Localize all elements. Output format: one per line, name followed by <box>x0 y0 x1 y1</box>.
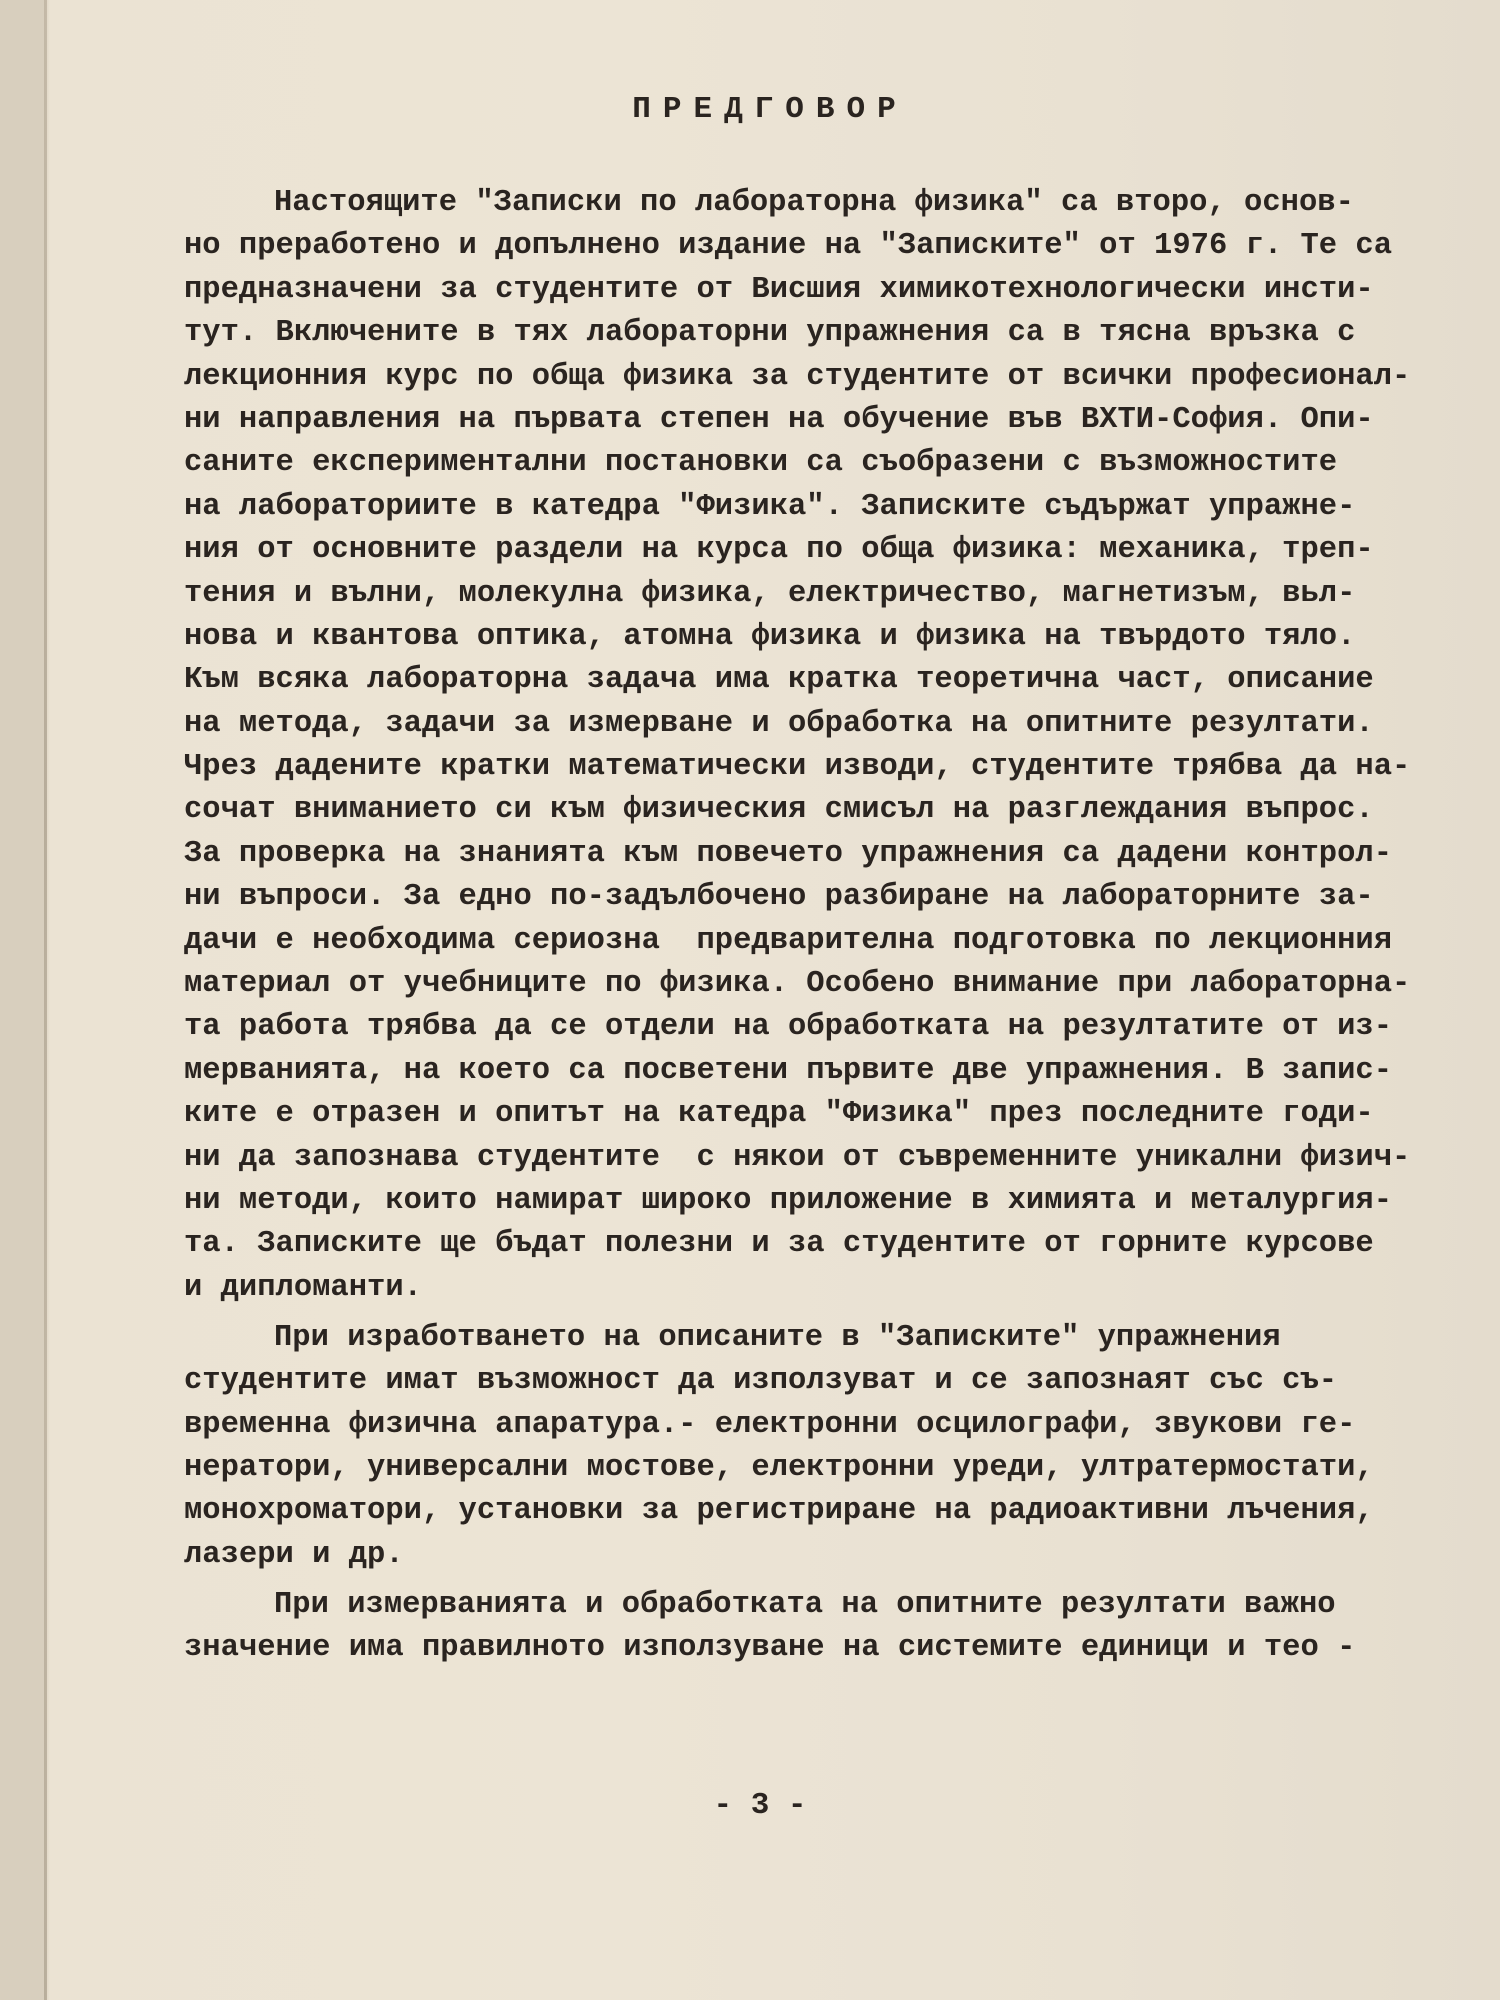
text-line: ния от основните раздели на курса по обща физика: механика, треп- <box>184 533 1374 568</box>
text-line: на лабораториите в катедра "Физика". Записките съдържат упражне- <box>184 489 1356 524</box>
text-line: сочат вниманието си към физическия смисъл на разглеждания въпрос. <box>184 793 1374 828</box>
preface-text <box>184 185 1434 1674</box>
text-line: Към всяка лабораторна задача има кратка теоретична част, описание <box>184 663 1374 698</box>
text-line: тения и вълни, молекулна физика, електричество, магнетизъм, вьл- <box>184 576 1356 611</box>
text-line: нова и квантова оптика, атомна физика и физика на твърдото тяло. <box>184 619 1356 654</box>
text-line: За проверка на знанията към повечето упражнения са дадени контрол- <box>184 836 1392 871</box>
text-line: лазери и др. <box>184 1537 404 1572</box>
text-line: При изработването на описаните в "Записките" упражнения <box>274 1320 1281 1355</box>
text-line: предназначени за студентите от Висшия химикотехнологически инсти- <box>184 272 1374 307</box>
text-line: ките е отразен и опитът на катедра "Физика" през последните годи- <box>184 1097 1374 1132</box>
text-line: Настоящите "Записки по лабораторна физика" са второ, основ- <box>274 186 1354 220</box>
page-number: - 3 - <box>713 1788 807 1823</box>
text-line: ни да запознава студентите с някои от съвременните уникални физич- <box>184 1140 1411 1175</box>
adjacent-page-edge <box>0 0 44 2000</box>
text-line: на метода, задачи за измерване и обработка на опитните резултати. <box>184 706 1374 741</box>
text-line: Чрез дадените кратки математически изводи, студентите трябва да на- <box>184 750 1411 785</box>
text-line: материал от учебниците по физика. Особено внимание при лабораторна- <box>184 967 1411 1002</box>
text-line: саните експериментални постановки са съобразени с възможностите <box>184 446 1338 481</box>
text-line: При измерванията и обработката на опитните резултати важно <box>274 1587 1336 1622</box>
text-line: та. Записките ще бъдат полезни и за студентите от горните курсове <box>184 1227 1374 1262</box>
text-line: временна физична апаратура.- електронни осцилографи, звукови ге- <box>184 1407 1356 1442</box>
page-title: ПРЕДГОВОР <box>632 92 908 127</box>
text-line: и дипломанти. <box>184 1270 422 1305</box>
text-line: тут. Включените в тях лабораторни упражнения са в тясна връзка с <box>184 316 1356 351</box>
text-line: студентите имат възможност да използуват и се запознаят със съ- <box>184 1364 1338 1399</box>
text-line: та работа трябва да се отдели на обработката на резултатите от из- <box>184 1010 1392 1045</box>
text-line: нератори, универсални мостове, електронни уреди, ултратермостати, <box>184 1450 1374 1485</box>
text-line: лекционния курс по обща физика за студентите от всички професионал- <box>184 359 1411 394</box>
text-line: значение има правилното използуване на системите единици и тео - <box>184 1631 1356 1666</box>
text-line: но преработено и допълнено издание на "Записките" от 1976 г. Те са <box>184 229 1392 264</box>
text-line: ни методи, които намират широко приложение в химията и металургия- <box>184 1183 1392 1218</box>
text-line: ни направления на първата степен на обучение във ВХТИ-София. Опи- <box>184 402 1374 437</box>
binding-gutter <box>44 0 47 2000</box>
text-line: мерванията, на което са посветени първите две упражнения. В запис- <box>184 1053 1392 1088</box>
text-line: дачи е необходима сериозна предварителна подготовка по лекционния <box>184 923 1392 958</box>
text-line: монохроматори, установки за регистриране на радиоактивни лъчения, <box>184 1494 1374 1529</box>
text-line: ни въпроси. За едно по-задълбочено разбиране на лабораторните за- <box>184 880 1374 915</box>
